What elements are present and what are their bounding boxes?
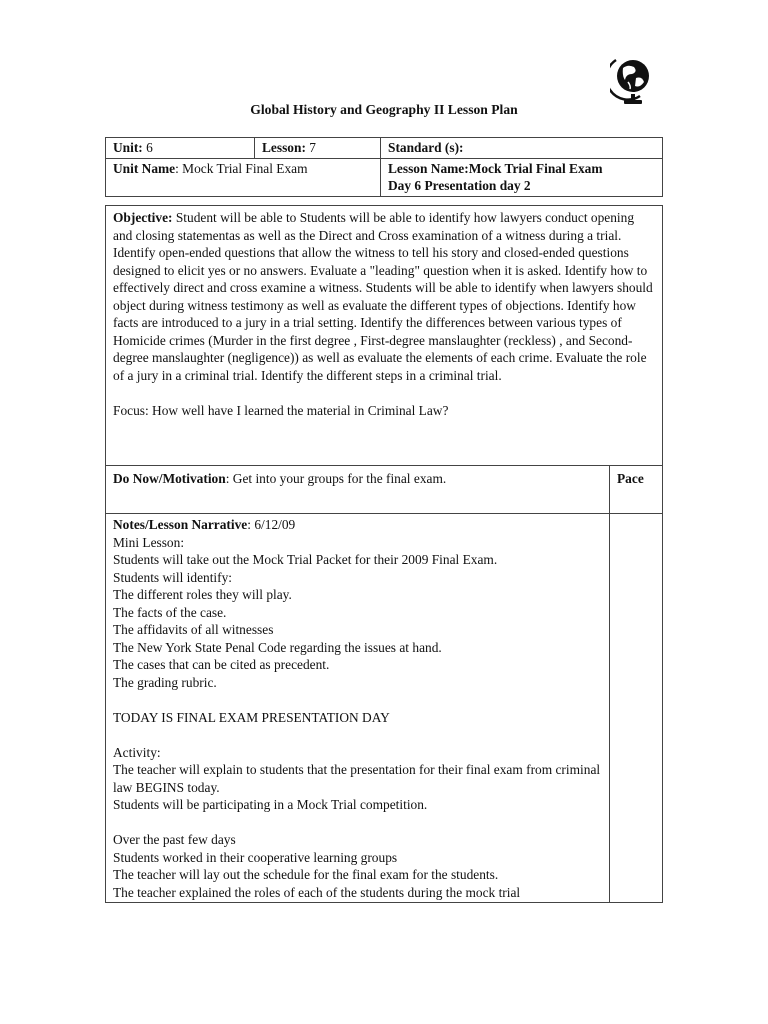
notes-line: The cases that can be cited as precedent. [113,657,330,672]
page-title: Global History and Geography II Lesson Plan [250,102,518,117]
unit-value: 6 [146,140,153,155]
notes-line [113,814,602,832]
globe-logo-icon [610,52,656,106]
notes-line: The facts of the case. [113,604,227,620]
notes-line: Mini Lesson: [113,534,185,550]
do-now-text: : Get into your groups for the final exam. [225,471,447,486]
notes-line [113,691,602,709]
lesson-name-line2: Day 6 Presentation day 2 [388,178,531,193]
do-now-label: Do Now/Motivation [113,471,226,486]
unit-name-label: Unit Name [113,160,176,176]
notes-line: The teacher will explain to students that the presentation for their final exam from criminal law BEGINS today. [113,762,601,795]
notes-date: : 6/12/09 [247,517,296,532]
notes-line: Students worked in their cooperative learning groups [113,849,398,865]
notes-cell [106,514,610,903]
notes-lines [113,534,602,902]
pace-header: Pace [610,466,663,514]
lesson-body-table [105,205,663,903]
notes-line: Students will be participating in a Mock Trial competition. [113,797,428,812]
lesson-name-label: Lesson Name: [388,160,469,176]
objective-text: Student will be able to Students will be able to identify how lawyers conduct opening and closing statementas as well as the Direct and Cross examination of a witness during a trial. Identify open-ended questions that allow the witness to tell his story and closed-ended questions designed to elicit yes or no answers. Evaluate a "leading" question when it is asked. Identify how to effectively direct and cross examine a witness. Students will be able to identify when lawyers should object during witness testimony as well as evaluate the different types of objections. Identify how facts are introduced to a jury in a trial setting. Identify the differences between various types of Homicide crimes (Murder in the first degree , First-degree manslaughter (reckless) , and Second-degree manslaughter (negligence)) as well as evaluate the elements of each crime. Evaluate the role of a jury in a criminal trial. Identify the different steps in a criminal trial. [113,210,653,383]
unit-label: Unit: [113,140,143,155]
objective-label: Objective: [113,210,173,225]
unit-name-cell [106,158,381,196]
notes-line [113,726,602,744]
notes-label: Notes/Lesson Narrative [113,517,248,532]
standard-label: Standard (s): [388,140,464,155]
lesson-name-cell [381,158,663,196]
unit-name-value: : Mock Trial Final Exam [175,160,308,176]
focus-text: Focus: How well have I learned the material in Criminal Law? [113,402,449,418]
lesson-label: Lesson: [262,140,306,155]
do-now-cell [106,466,610,514]
notes-line: The teacher will lay out the schedule for the final exam for the students. [113,867,499,882]
lesson-info-table [105,137,663,197]
notes-line: TODAY IS FINAL EXAM PRESENTATION DAY [113,709,390,725]
notes-line: The different roles they will play. [113,587,292,602]
notes-line: Over the past few days [113,832,236,847]
notes-line: Students will take out the Mock Trial Packet for their 2009 Final Exam. [113,552,498,567]
notes-line: The grading rubric. [113,674,217,690]
notes-line: The affidavits of all witnesses [113,622,274,637]
pace-cell [610,514,663,903]
lesson-value: 7 [309,140,316,155]
notes-line: Activity: [113,744,161,760]
notes-line: The New York State Penal Code regarding the issues at hand. [113,639,442,655]
notes-line: Students will identify: [113,569,233,585]
unit-cell [106,138,255,159]
lesson-name-value: Mock Trial Final Exam [468,160,603,176]
objective-cell [106,206,663,466]
standard-cell [381,138,663,159]
lesson-cell [255,138,381,159]
notes-line: The teacher explained the roles of each of the students during the mock trial [113,884,521,900]
